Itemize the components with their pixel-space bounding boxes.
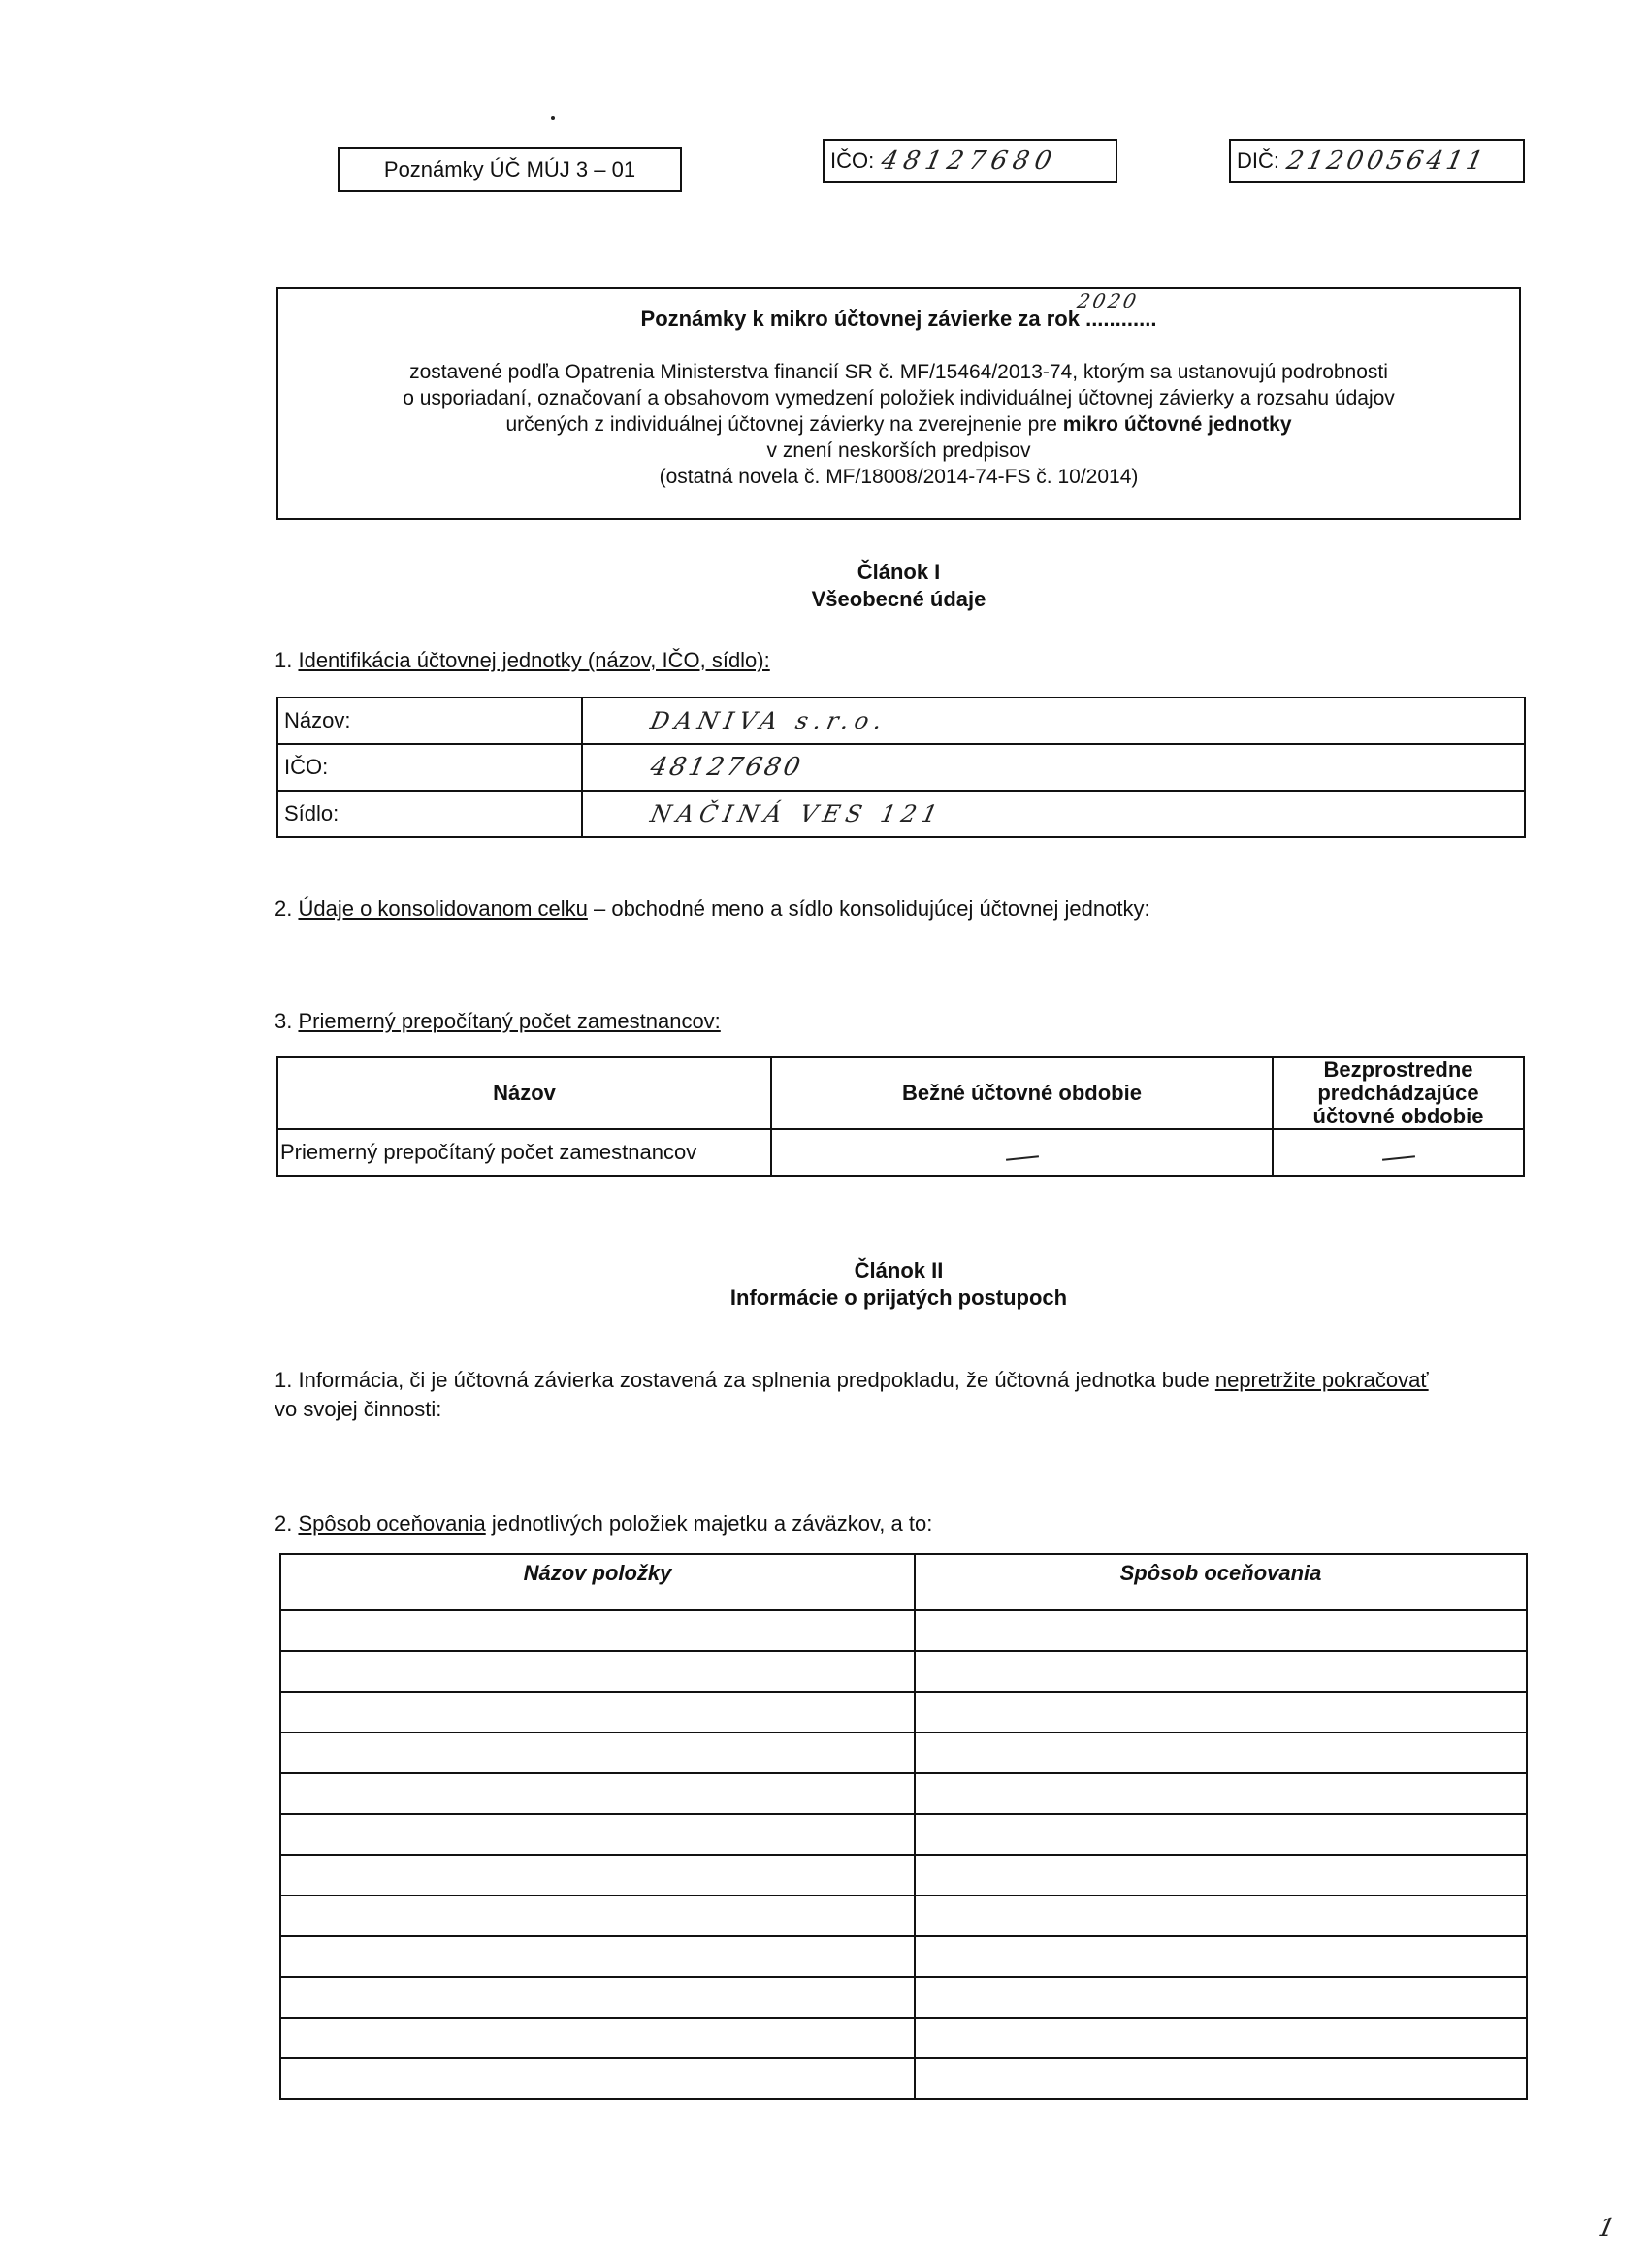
page-number: 1 <box>1595 2214 1624 2243</box>
legal-basis-line-2: o usporiadaní, označovaní a obsahovom vymedzení položiek individuálnej účtovnej závierky a rozsahu údajov <box>403 387 1395 409</box>
valuation-method-cell[interactable] <box>915 1977 1527 2018</box>
article-1-heading: Článok I Všeobecné údaje <box>811 560 986 611</box>
name-value-cell[interactable] <box>582 697 1525 744</box>
column-header-current: Bežné účtovné obdobie <box>771 1057 1273 1129</box>
employees-row-label: Priemerný prepočítaný počet zamestnancov <box>277 1129 771 1176</box>
valuation-method-cell[interactable] <box>915 1773 1527 1814</box>
item-name-cell[interactable] <box>280 1610 915 1651</box>
item-name-cell[interactable] <box>280 1814 915 1855</box>
valuation-method-cell[interactable] <box>915 1651 1527 1692</box>
table-row <box>280 1814 1527 1855</box>
table-row <box>277 791 1525 837</box>
table-row <box>280 1651 1527 1692</box>
table-row <box>280 1855 1527 1895</box>
dic-box <box>1229 139 1525 183</box>
table-row <box>280 1733 1527 1773</box>
column-header-name: Názov <box>277 1057 771 1129</box>
table-header-row <box>280 1554 1527 1610</box>
year-value[interactable]: 2020 <box>1075 289 1142 312</box>
valuation-method-cell[interactable] <box>915 1855 1527 1895</box>
table-row <box>280 2058 1527 2099</box>
table-row <box>280 1773 1527 1814</box>
article-2-heading: Článok II Informácie o prijatých postupoch <box>729 1258 1068 1310</box>
section-1-2-label: 2. Údaje o konsolidovanom celku – obchodné meno a sídlo konsolidujúcej účtovnej jednotky: <box>275 896 1150 921</box>
table-row <box>280 1936 1527 1977</box>
section-1-3-label: 3. Priemerný prepočítaný počet zamestnancov: <box>275 1009 721 1033</box>
form-code-box <box>338 147 682 192</box>
table-row <box>280 1977 1527 2018</box>
valuation-method-cell[interactable] <box>915 2058 1527 2099</box>
legal-basis-line-5: (ostatná novela č. MF/18008/2014-74-FS č. 10/2014) <box>659 466 1139 488</box>
valuation-table <box>279 1553 1528 2100</box>
document-title: Poznámky k mikro účtovnej závierke za rok ............ 2020 <box>640 289 1157 331</box>
identification-table <box>276 697 1526 838</box>
title-box <box>276 287 1521 520</box>
valuation-method-cell[interactable] <box>915 1610 1527 1651</box>
name-label: Názov: <box>277 697 582 744</box>
column-header-valuation-method: Spôsob oceňovania <box>915 1554 1527 1610</box>
section-2-1-text: 1. Informácia, či je účtovná závierka zostavená za splnenia predpokladu, že účtovná jednotka bude nepretržite pokračovať vo svojej činnosti: <box>275 1368 1429 1421</box>
employees-current-cell[interactable] <box>771 1129 1273 1176</box>
valuation-method-cell[interactable] <box>915 1936 1527 1977</box>
seat-value: NAČINÁ VES 121 <box>648 800 946 827</box>
valuation-method-cell[interactable] <box>915 1733 1527 1773</box>
column-header-item-name: Názov položky <box>280 1554 915 1610</box>
item-name-cell[interactable] <box>280 1692 915 1733</box>
employees-table <box>276 1056 1525 1177</box>
item-name-cell[interactable] <box>280 2018 915 2058</box>
item-name-cell[interactable] <box>280 1733 915 1773</box>
item-name-cell[interactable] <box>280 1651 915 1692</box>
valuation-method-cell[interactable] <box>915 1692 1527 1733</box>
valuation-method-cell[interactable] <box>915 2018 1527 2058</box>
ico-row-value-cell[interactable] <box>582 744 1525 791</box>
item-name-cell[interactable] <box>280 1895 915 1936</box>
seat-value-cell[interactable] <box>582 791 1525 837</box>
table-header-row <box>277 1057 1524 1129</box>
scan-dot <box>551 116 555 120</box>
dic-value[interactable]: 2120056411 <box>1283 146 1490 176</box>
table-row <box>277 1129 1524 1176</box>
table-row <box>280 1692 1527 1733</box>
legal-basis-line-4: v znení neskorších predpisov <box>766 439 1031 462</box>
dic-label: DIČ: <box>1237 148 1279 173</box>
item-name-cell[interactable] <box>280 1855 915 1895</box>
name-value: DANIVA s.r.o. <box>648 707 890 734</box>
ico-row-label: IČO: <box>277 744 582 791</box>
ico-box <box>823 139 1117 183</box>
valuation-method-cell[interactable] <box>915 1814 1527 1855</box>
table-row <box>280 2018 1527 2058</box>
item-name-cell[interactable] <box>280 1936 915 1977</box>
previous-value-dash <box>1381 1155 1414 1161</box>
ico-label: IČO: <box>830 148 875 173</box>
valuation-method-cell[interactable] <box>915 1895 1527 1936</box>
item-name-cell[interactable] <box>280 1773 915 1814</box>
legal-basis-line-3: určených z individuálnej účtovnej závierky na zverejnenie pre mikro účtovné jednotky <box>505 413 1292 436</box>
seat-label: Sídlo: <box>277 791 582 837</box>
table-row <box>277 744 1525 791</box>
section-1-1-label: 1. Identifikácia účtovnej jednotky (názov, IČO, sídlo): <box>275 648 770 672</box>
ico-value[interactable]: 48127680 <box>879 146 1060 176</box>
item-name-cell[interactable] <box>280 2058 915 2099</box>
legal-basis-line-1: zostavené podľa Opatrenia Ministerstva financií SR č. MF/15464/2013-74, ktorým sa ustanovujú podrobnosti <box>409 361 1388 383</box>
table-row <box>280 1895 1527 1936</box>
ico-row-value: 48127680 <box>647 753 806 782</box>
column-header-previous: Bezprostredne predchádzajúce účtovné obdobie <box>1273 1057 1524 1129</box>
table-row <box>277 697 1525 744</box>
employees-previous-cell[interactable] <box>1273 1129 1524 1176</box>
section-2-2-label: 2. Spôsob oceňovania jednotlivých položiek majetku a záväzkov, a to: <box>275 1511 933 1536</box>
current-value-dash <box>1005 1155 1038 1161</box>
table-row <box>280 1610 1527 1651</box>
form-code: Poznámky ÚČ MÚJ 3 – 01 <box>383 157 636 181</box>
item-name-cell[interactable] <box>280 1977 915 2018</box>
